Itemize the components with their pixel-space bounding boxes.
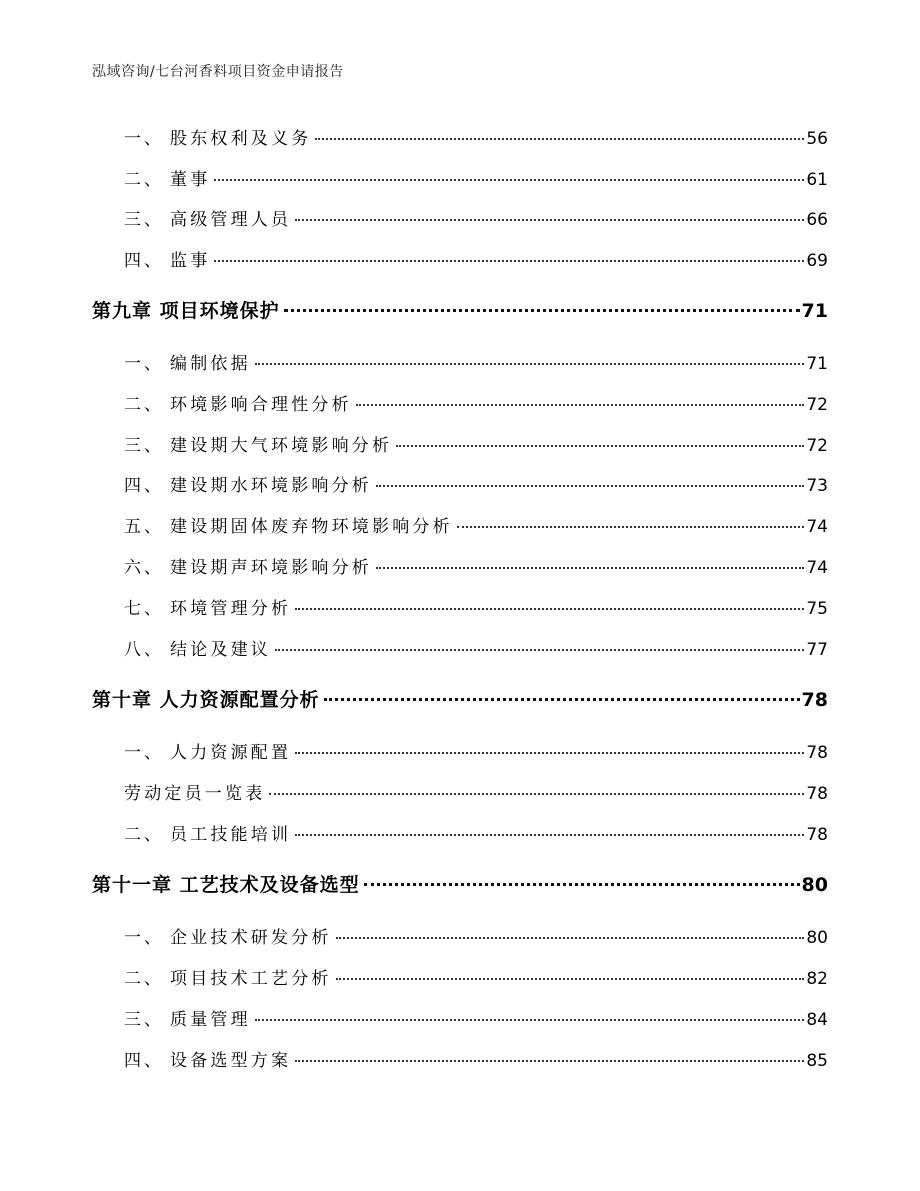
toc-entry[interactable]	[124, 553, 828, 578]
toc-entry-number: 六、	[124, 558, 164, 578]
toc-entry[interactable]	[124, 1046, 828, 1071]
toc-chapter-title: 第九章 项目环境保护	[92, 300, 280, 322]
dot-leader	[295, 608, 804, 610]
toc-entry-page: 77	[806, 640, 828, 660]
toc-entry-page: 82	[806, 969, 828, 989]
dot-leader	[336, 978, 805, 980]
toc-entry-title: 建设期声环境影响分析	[170, 558, 372, 578]
toc-entry-title: 项目技术工艺分析	[170, 969, 332, 989]
dot-leader	[214, 179, 804, 181]
toc-entry-number: 三、	[124, 210, 164, 230]
toc-entry-number: 一、	[124, 743, 164, 763]
toc-entry-page: 71	[806, 354, 828, 374]
toc-entry-page: 75	[806, 599, 828, 619]
toc-entry[interactable]	[124, 820, 828, 845]
dot-leader	[396, 445, 804, 447]
toc-entry-title: 人力资源配置	[170, 743, 292, 763]
toc-entry-page: 80	[806, 928, 828, 948]
toc-entry[interactable]	[124, 512, 828, 537]
toc-entry[interactable]	[124, 205, 828, 230]
dot-leader	[457, 526, 805, 528]
toc-entry-title: 董事	[170, 170, 211, 190]
toc-entry-title: 建设期水环境影响分析	[170, 476, 372, 496]
toc-entry[interactable]	[124, 923, 828, 948]
toc-chapter-page: 78	[801, 689, 828, 711]
toc-entry-number: 八、	[124, 640, 164, 660]
toc-entry-number: 一、	[124, 129, 164, 149]
toc-entry[interactable]	[124, 124, 828, 149]
dot-leader	[295, 1060, 804, 1062]
toc-entry-title: 劳动定员一览表	[124, 784, 266, 804]
toc-entry-page: 72	[806, 395, 828, 415]
dot-leader	[255, 1019, 805, 1021]
toc-entry-number: 一、	[124, 928, 164, 948]
toc-entry-page: 61	[806, 170, 828, 190]
toc-entry-page: 72	[806, 436, 828, 456]
dot-leader	[356, 404, 805, 406]
toc-chapter-page: 71	[801, 300, 828, 322]
toc-entry-title: 质量管理	[170, 1010, 251, 1030]
dot-leader	[315, 138, 804, 140]
toc-entry-title: 股东权利及义务	[170, 129, 312, 149]
toc-chapter-entry[interactable]	[92, 685, 828, 712]
dot-leader	[295, 219, 804, 221]
dot-leader	[376, 485, 804, 487]
toc-entry[interactable]	[124, 349, 828, 374]
toc-entry-number: 四、	[124, 1051, 164, 1071]
toc-entry[interactable]	[124, 431, 828, 456]
toc-entry[interactable]	[124, 1005, 828, 1030]
toc-entry-page: 84	[806, 1010, 828, 1030]
dot-leader	[364, 883, 800, 886]
toc-entry-number: 七、	[124, 599, 164, 619]
toc-entry[interactable]	[124, 246, 828, 271]
toc-entry[interactable]	[124, 635, 828, 660]
dot-leader	[324, 698, 800, 701]
toc-entry[interactable]	[124, 964, 828, 989]
dot-leader	[376, 567, 804, 569]
toc-entry-number: 五、	[124, 517, 164, 537]
toc-entry-page: 56	[806, 129, 828, 149]
toc-entry[interactable]	[124, 390, 828, 415]
dot-leader	[275, 649, 804, 651]
dot-leader	[214, 260, 804, 262]
toc-entry-page: 74	[806, 517, 828, 537]
toc-entry-title: 建设期大气环境影响分析	[170, 436, 393, 456]
toc-entry-number: 二、	[124, 969, 164, 989]
toc-entry-number: 四、	[124, 251, 164, 271]
toc-entry-number: 二、	[124, 395, 164, 415]
toc-chapter-title: 第十章 人力资源配置分析	[92, 689, 320, 711]
toc-entry-number: 三、	[124, 1010, 164, 1030]
toc-chapter-page: 80	[801, 874, 828, 896]
dot-leader	[336, 937, 805, 939]
toc-entry[interactable]	[124, 165, 828, 190]
toc-entry-title: 环境管理分析	[170, 599, 292, 619]
toc-entry-page: 78	[806, 784, 828, 804]
toc-entry-title: 结论及建议	[170, 640, 271, 660]
toc-entry-number: 一、	[124, 354, 164, 374]
toc-entry[interactable]	[124, 779, 828, 804]
toc-entry-title: 编制依据	[170, 354, 251, 374]
dot-leader	[255, 363, 805, 365]
dot-leader	[295, 834, 804, 836]
toc-entry-page: 73	[806, 476, 828, 496]
dot-leader	[284, 309, 800, 312]
toc-chapter-entry[interactable]	[92, 870, 828, 897]
toc-entry-title: 建设期固体废弃物环境影响分析	[170, 517, 453, 537]
toc-entry-title: 环境影响合理性分析	[170, 395, 352, 415]
toc-entry-title: 企业技术研发分析	[170, 928, 332, 948]
dot-leader	[269, 793, 804, 795]
toc-entry-page: 78	[806, 825, 828, 845]
toc-chapter-entry[interactable]	[92, 296, 828, 323]
page-header: 泓域咨询/七台河香料项目资金申请报告	[92, 64, 344, 80]
toc-chapter-title: 第十一章 工艺技术及设备选型	[92, 874, 360, 896]
toc-entry-page: 78	[806, 743, 828, 763]
toc-entry-number: 三、	[124, 436, 164, 456]
toc-entry[interactable]	[124, 594, 828, 619]
toc-entry[interactable]	[124, 471, 828, 496]
toc-entry-page: 74	[806, 558, 828, 578]
toc-entry-number: 二、	[124, 825, 164, 845]
toc-entry[interactable]	[124, 738, 828, 763]
toc-entry-title: 员工技能培训	[170, 825, 292, 845]
toc-entry-page: 69	[806, 251, 828, 271]
dot-leader	[295, 752, 804, 754]
toc-entry-title: 监事	[170, 251, 211, 271]
toc-entry-page: 66	[806, 210, 828, 230]
toc-entry-number: 二、	[124, 170, 164, 190]
toc-entry-title: 高级管理人员	[170, 210, 292, 230]
toc-entry-title: 设备选型方案	[170, 1051, 292, 1071]
toc-entry-page: 85	[806, 1051, 828, 1071]
toc-entry-number: 四、	[124, 476, 164, 496]
